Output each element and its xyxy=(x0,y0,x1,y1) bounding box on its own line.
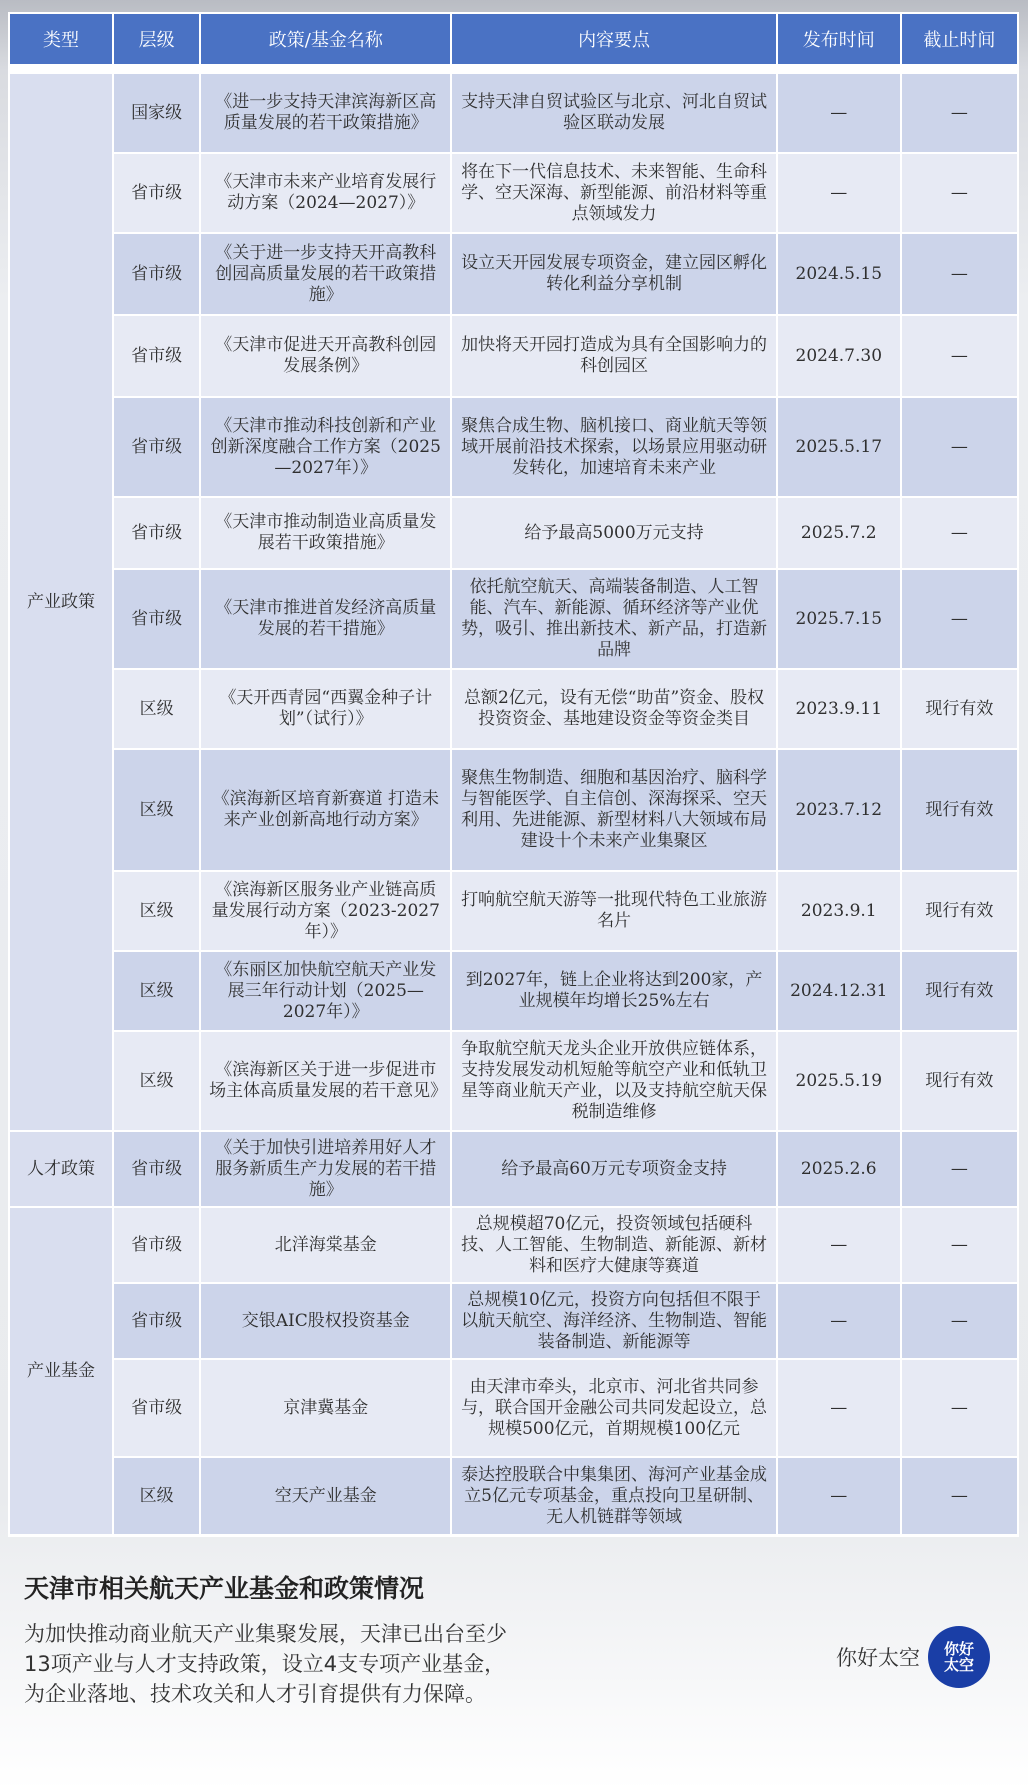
content-cell: 聚焦生物制造、细胞和基因治疗、脑科学与智能医学、自主信创、深海探采、空天利用、先进能源、新型材料八大领域布局建设十个未来产业集聚区 xyxy=(452,750,775,870)
category-cell: 产业基金 xyxy=(10,1208,112,1534)
content-cell: 总规模超70亿元，投资领域包括硬科技、人工智能、生物制造、新能源、新材料和医疗大健康等赛道 xyxy=(452,1208,775,1282)
policy-table xyxy=(8,12,1019,1536)
deadline-cell: — xyxy=(902,316,1017,396)
level-cell: 区级 xyxy=(114,1032,199,1130)
deadline-cell: — xyxy=(902,74,1017,152)
deadline-cell: — xyxy=(902,234,1017,314)
published-cell: 2024.7.30 xyxy=(778,316,900,396)
content-cell: 总额2亿元，设有无偿“助苗”资金、股权投资资金、基地建设资金等资金类目 xyxy=(452,670,775,748)
table-row xyxy=(10,670,1017,748)
level-cell: 省市级 xyxy=(114,1132,199,1206)
level-cell: 区级 xyxy=(114,670,199,748)
deadline-cell: — xyxy=(902,1284,1017,1358)
header-published: 发布时间 xyxy=(778,14,900,64)
published-cell: 2025.2.6 xyxy=(778,1132,900,1206)
level-cell: 省市级 xyxy=(114,398,199,496)
content-cell: 聚焦合成生物、脑机接口、商业航天等领域开展前沿技术探索，以场景应用驱动研发转化，加速培育未来产业 xyxy=(452,398,775,496)
published-cell: — xyxy=(778,154,900,232)
name-cell: 空天产业基金 xyxy=(201,1458,450,1534)
level-cell: 省市级 xyxy=(114,1360,199,1456)
level-cell: 省市级 xyxy=(114,498,199,568)
content-cell: 设立天开园发展专项资金，建立园区孵化转化利益分享机制 xyxy=(452,234,775,314)
name-cell: 《天津市促进天开高教科创园发展条例》 xyxy=(201,316,450,396)
table-row xyxy=(10,498,1017,568)
content-cell: 给予最高60万元专项资金支持 xyxy=(452,1132,775,1206)
published-cell: 2024.12.31 xyxy=(778,952,900,1030)
published-cell: — xyxy=(778,1208,900,1282)
deadline-cell: 现行有效 xyxy=(902,872,1017,950)
name-cell: 《关于进一步支持天开高教科创园高质量发展的若干政策措施》 xyxy=(201,234,450,314)
content-cell: 支持天津自贸试验区与北京、河北自贸试验区联动发展 xyxy=(452,74,775,152)
category-cell: 产业政策 xyxy=(10,74,112,1130)
deadline-cell: 现行有效 xyxy=(902,750,1017,870)
deadline-cell: — xyxy=(902,498,1017,568)
level-cell: 省市级 xyxy=(114,316,199,396)
brand-logo-text: 你好 太空 xyxy=(943,1640,974,1674)
content-cell: 由天津市牵头，北京市、河北省共同参与，联合国开金融公司共同发起设立，总规模500亿元，首期规模100亿元 xyxy=(452,1360,775,1456)
content-cell: 给予最高5000万元支持 xyxy=(452,498,775,568)
published-cell: 2025.5.19 xyxy=(778,1032,900,1130)
table-row xyxy=(10,1360,1017,1456)
table-row xyxy=(10,1284,1017,1358)
name-cell: 北洋海棠基金 xyxy=(201,1208,450,1282)
level-cell: 省市级 xyxy=(114,234,199,314)
name-cell: 《滨海新区服务业产业链高质量发展行动方案（2023-2027年）》 xyxy=(201,872,450,950)
level-cell: 国家级 xyxy=(114,74,199,152)
level-cell: 省市级 xyxy=(114,1208,199,1282)
table-row xyxy=(10,750,1017,870)
name-cell: 《滨海新区培育新赛道 打造未来产业创新高地行动方案》 xyxy=(201,750,450,870)
table-row xyxy=(10,872,1017,950)
content-cell: 打响航空航天游等一批现代特色工业旅游名片 xyxy=(452,872,775,950)
published-cell: — xyxy=(778,74,900,152)
header-type: 类型 xyxy=(10,14,112,64)
table-row xyxy=(10,570,1017,668)
table-header-row xyxy=(10,14,1017,64)
header-deadline: 截止时间 xyxy=(902,14,1017,64)
name-cell: 《滨海新区关于进一步促进市场主体高质量发展的若干意见》 xyxy=(201,1032,450,1130)
deadline-cell: — xyxy=(902,1132,1017,1206)
deadline-cell: — xyxy=(902,154,1017,232)
deadline-cell: — xyxy=(902,398,1017,496)
brand-name: 你好太空 xyxy=(836,1646,920,1670)
name-cell: 《天津市推动科技创新和产业创新深度融合工作方案（2025—2027年）》 xyxy=(201,398,450,496)
caption-description: 为加快推动商业航天产业集聚发展，天津已出台至少13项产业与人才支持政策，设立4支专项产业基金，为企业落地、技术攻关和人才引育提供有力保障。 xyxy=(24,1622,507,1706)
content-cell: 到2027年，链上企业将达到200家，产业规模年均增长25%左右 xyxy=(452,952,775,1030)
level-cell: 区级 xyxy=(114,952,199,1030)
table-row xyxy=(10,316,1017,396)
table-row xyxy=(10,398,1017,496)
published-cell: 2024.5.15 xyxy=(778,234,900,314)
published-cell: — xyxy=(778,1360,900,1456)
name-cell: 《天开西青园“西翼金种子计划”（试行）》 xyxy=(201,670,450,748)
header-content: 内容要点 xyxy=(452,14,775,64)
deadline-cell: — xyxy=(902,570,1017,668)
brand xyxy=(836,1626,990,1688)
name-cell: 《天津市未来产业培育发展行动方案（2024—2027）》 xyxy=(201,154,450,232)
published-cell: 2023.7.12 xyxy=(778,750,900,870)
level-cell: 省市级 xyxy=(114,154,199,232)
published-cell: — xyxy=(778,1458,900,1534)
level-cell: 省市级 xyxy=(114,1284,199,1358)
name-cell: 《天津市推进首发经济高质量发展的若干措施》 xyxy=(201,570,450,668)
caption-title: 天津市相关航天产业基金和政策情况 xyxy=(24,1574,425,1603)
name-cell: 《进一步支持天津滨海新区高质量发展的若干政策措施》 xyxy=(201,74,450,152)
table-row xyxy=(10,234,1017,314)
header-level: 层级 xyxy=(114,14,199,64)
published-cell: 2025.5.17 xyxy=(778,398,900,496)
table-row xyxy=(10,1458,1017,1534)
deadline-cell: — xyxy=(902,1208,1017,1282)
table-row xyxy=(10,1132,1017,1206)
table-row xyxy=(10,154,1017,232)
deadline-cell: — xyxy=(902,1360,1017,1456)
published-cell: 2023.9.11 xyxy=(778,670,900,748)
category-cell: 人才政策 xyxy=(10,1132,112,1206)
table-row xyxy=(10,952,1017,1030)
name-cell: 交银AIC股权投资基金 xyxy=(201,1284,450,1358)
policy-table-frame xyxy=(8,12,1019,1537)
header-name: 政策/基金名称 xyxy=(201,14,450,64)
published-cell: — xyxy=(778,1284,900,1358)
level-cell: 区级 xyxy=(114,1458,199,1534)
level-cell: 区级 xyxy=(114,750,199,870)
table-row xyxy=(10,1208,1017,1282)
content-cell: 争取航空航天龙头企业开放供应链体系，支持发展发动机短舱等航空产业和低轨卫星等商业航天产业，以及支持航空航天保税制造维修 xyxy=(452,1032,775,1130)
table-row xyxy=(10,1032,1017,1130)
table-row xyxy=(10,74,1017,152)
published-cell: 2025.7.2 xyxy=(778,498,900,568)
published-cell: 2025.7.15 xyxy=(778,570,900,668)
content-cell: 加快将天开园打造成为具有全国影响力的科创园区 xyxy=(452,316,775,396)
deadline-cell: 现行有效 xyxy=(902,952,1017,1030)
deadline-cell: — xyxy=(902,1458,1017,1534)
name-cell: 京津冀基金 xyxy=(201,1360,450,1456)
deadline-cell: 现行有效 xyxy=(902,1032,1017,1130)
level-cell: 区级 xyxy=(114,872,199,950)
name-cell: 《东丽区加快航空航天产业发展三年行动计划（2025—2027年）》 xyxy=(201,952,450,1030)
level-cell: 省市级 xyxy=(114,570,199,668)
name-cell: 《关于加快引进培养用好人才服务新质生产力发展的若干措施》 xyxy=(201,1132,450,1206)
content-cell: 总规模10亿元，投资方向包括但不限于以航天航空、海洋经济、生物制造、智能装备制造、新能源等 xyxy=(452,1284,775,1358)
content-cell: 泰达控股联合中集集团、海河产业基金成立5亿元专项基金，重点投向卫星研制、无人机链群等领域 xyxy=(452,1458,775,1534)
deadline-cell: 现行有效 xyxy=(902,670,1017,748)
name-cell: 《天津市推动制造业高质量发展若干政策措施》 xyxy=(201,498,450,568)
content-cell: 依托航空航天、高端装备制造、人工智能、汽车、新能源、循环经济等产业优势，吸引、推出新技术、新产品，打造新品牌 xyxy=(452,570,775,668)
published-cell: 2023.9.1 xyxy=(778,872,900,950)
content-cell: 将在下一代信息技术、未来智能、生命科学、空天深海、新型能源、前沿材料等重点领域发力 xyxy=(452,154,775,232)
brand-logo xyxy=(928,1626,990,1688)
